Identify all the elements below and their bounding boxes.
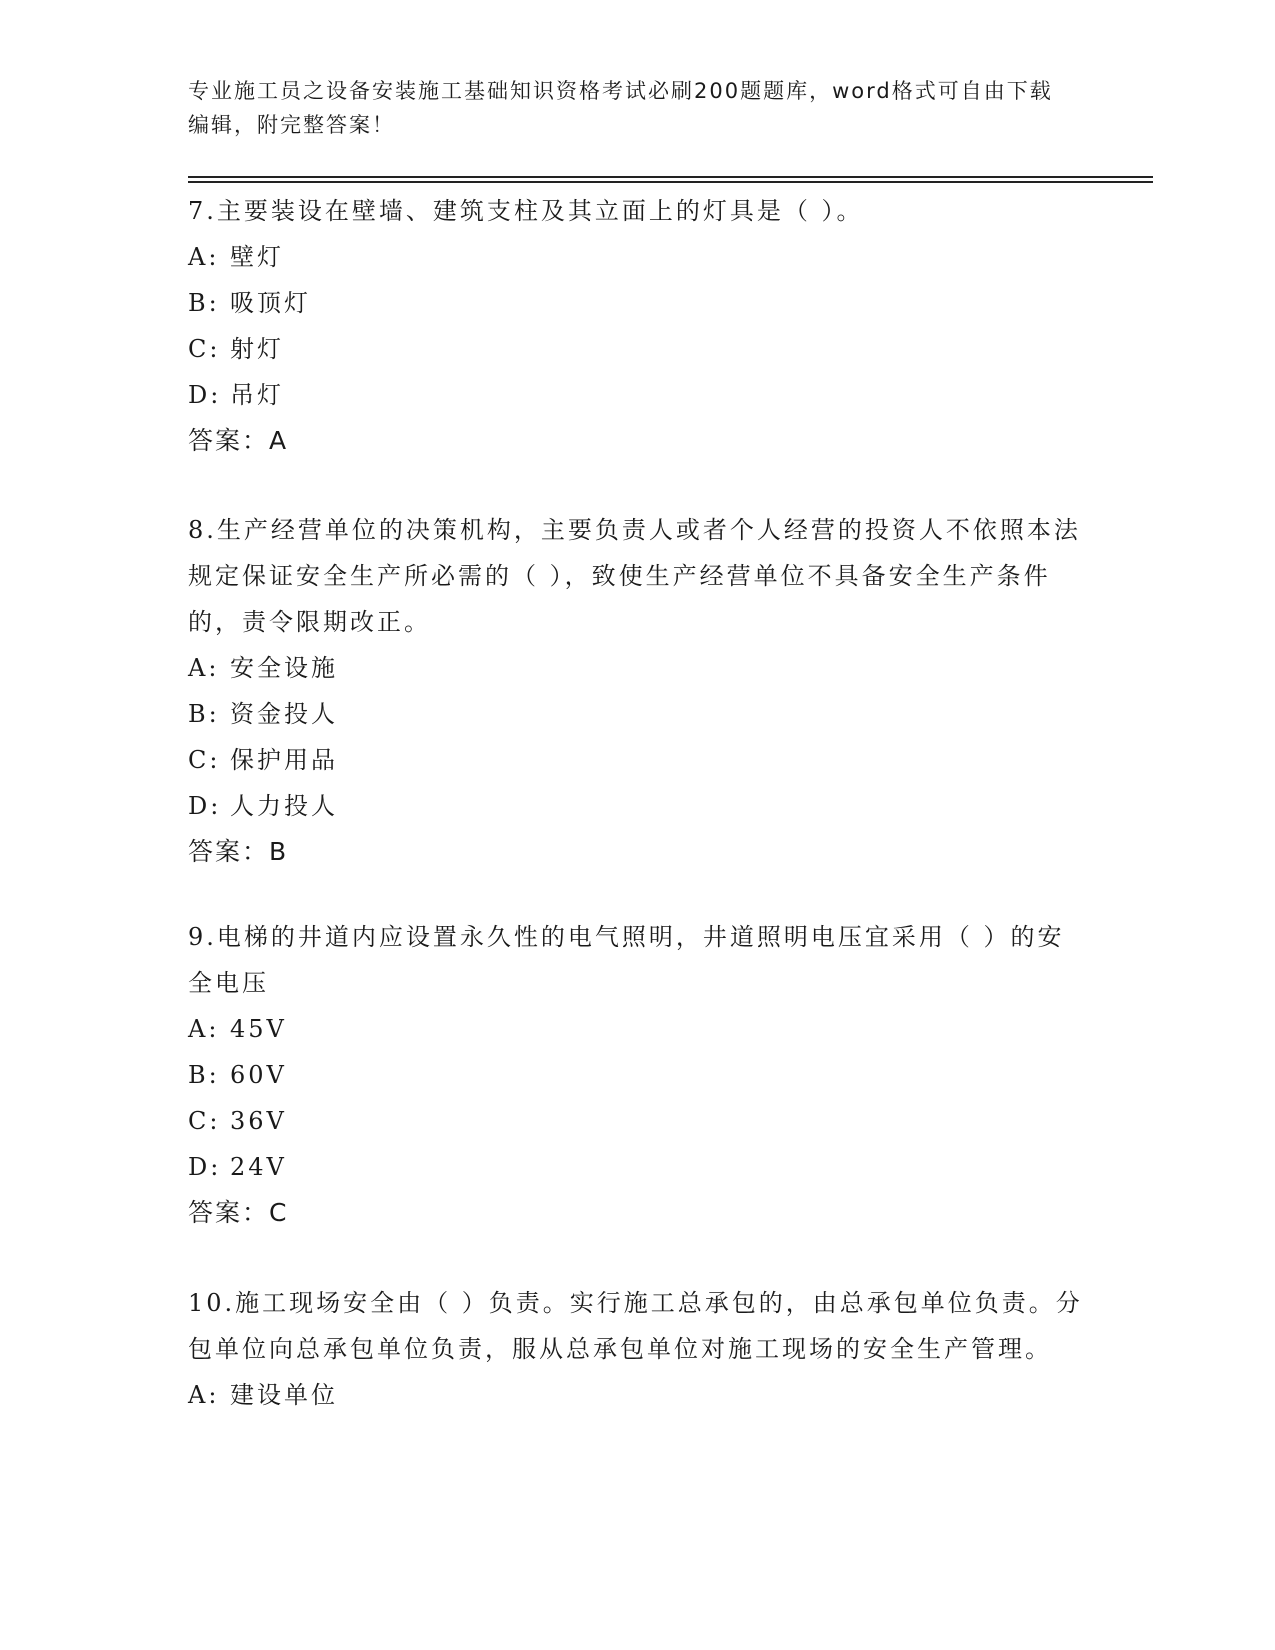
option-letter: C: bbox=[188, 746, 221, 774]
option-text: 人力投人 bbox=[230, 792, 338, 820]
option-text: 安全设施 bbox=[230, 654, 338, 682]
question-7 bbox=[188, 188, 1088, 464]
option-b bbox=[188, 691, 1088, 737]
option-d bbox=[188, 783, 1088, 829]
option-text: 24V bbox=[230, 1153, 287, 1181]
question-stem: 7.主要装设在壁墙、建筑支柱及其立面上的灯具是（ ）。 bbox=[188, 197, 864, 225]
answer-line: 答案：B bbox=[188, 837, 289, 866]
option-b bbox=[188, 280, 1088, 326]
option-letter: B: bbox=[188, 289, 220, 317]
option-a bbox=[188, 1006, 1088, 1052]
option-b bbox=[188, 1052, 1088, 1098]
option-text: 资金投人 bbox=[230, 700, 338, 728]
question-8 bbox=[188, 507, 1088, 875]
option-text: 壁灯 bbox=[230, 243, 284, 271]
question-stem: 10.施工现场安全由（ ）负责。实行施工总承包的，由总承包单位负责。分包单位向总承包单位负责，服从总承包单位对施工现场的安全生产管理。 bbox=[188, 1289, 1083, 1363]
question-stem: 8.生产经营单位的决策机构，主要负责人或者个人经营的投资人不依照本法规定保证安全生产所必需的（ ），致使生产经营单位不具备安全生产条件的，责令限期改正。 bbox=[188, 516, 1081, 636]
option-a bbox=[188, 234, 1088, 280]
header-divider-bottom bbox=[188, 181, 1153, 183]
option-c bbox=[188, 326, 1088, 372]
question-9 bbox=[188, 914, 1088, 1236]
answer-line: 答案：C bbox=[188, 1198, 289, 1227]
option-text: 吸顶灯 bbox=[230, 289, 311, 317]
option-letter: B: bbox=[188, 700, 220, 728]
option-c bbox=[188, 1098, 1088, 1144]
option-letter: A: bbox=[188, 1015, 220, 1043]
option-letter: C: bbox=[188, 335, 221, 363]
option-text: 射灯 bbox=[230, 335, 284, 363]
option-letter: C: bbox=[188, 1107, 221, 1135]
option-text: 36V bbox=[230, 1107, 287, 1135]
option-text: 保护用品 bbox=[230, 746, 338, 774]
option-letter: A: bbox=[188, 654, 220, 682]
option-text: 60V bbox=[230, 1061, 287, 1089]
answer-line: 答案：A bbox=[188, 426, 289, 455]
option-text: 45V bbox=[230, 1015, 287, 1043]
question-stem: 9.电梯的井道内应设置永久性的电气照明，井道照明电压宜采用（ ）的安全电压 bbox=[188, 923, 1065, 997]
question-10 bbox=[188, 1280, 1088, 1418]
option-a bbox=[188, 1372, 1088, 1418]
option-d bbox=[188, 1144, 1088, 1190]
option-letter: A: bbox=[188, 1381, 220, 1409]
document-header: 专业施工员之设备安装施工基础知识资格考试必刷200题题库，word格式可自由下载编辑，附完整答案！ bbox=[188, 79, 1053, 137]
header-divider-top bbox=[188, 176, 1153, 178]
option-d bbox=[188, 372, 1088, 418]
option-text: 建设单位 bbox=[230, 1381, 338, 1409]
option-a bbox=[188, 645, 1088, 691]
option-letter: D: bbox=[188, 1153, 222, 1181]
option-text: 吊灯 bbox=[230, 381, 284, 409]
option-letter: D: bbox=[188, 792, 222, 820]
option-letter: B: bbox=[188, 1061, 220, 1089]
option-c bbox=[188, 737, 1088, 783]
option-letter: A: bbox=[188, 243, 220, 271]
option-letter: D: bbox=[188, 381, 222, 409]
